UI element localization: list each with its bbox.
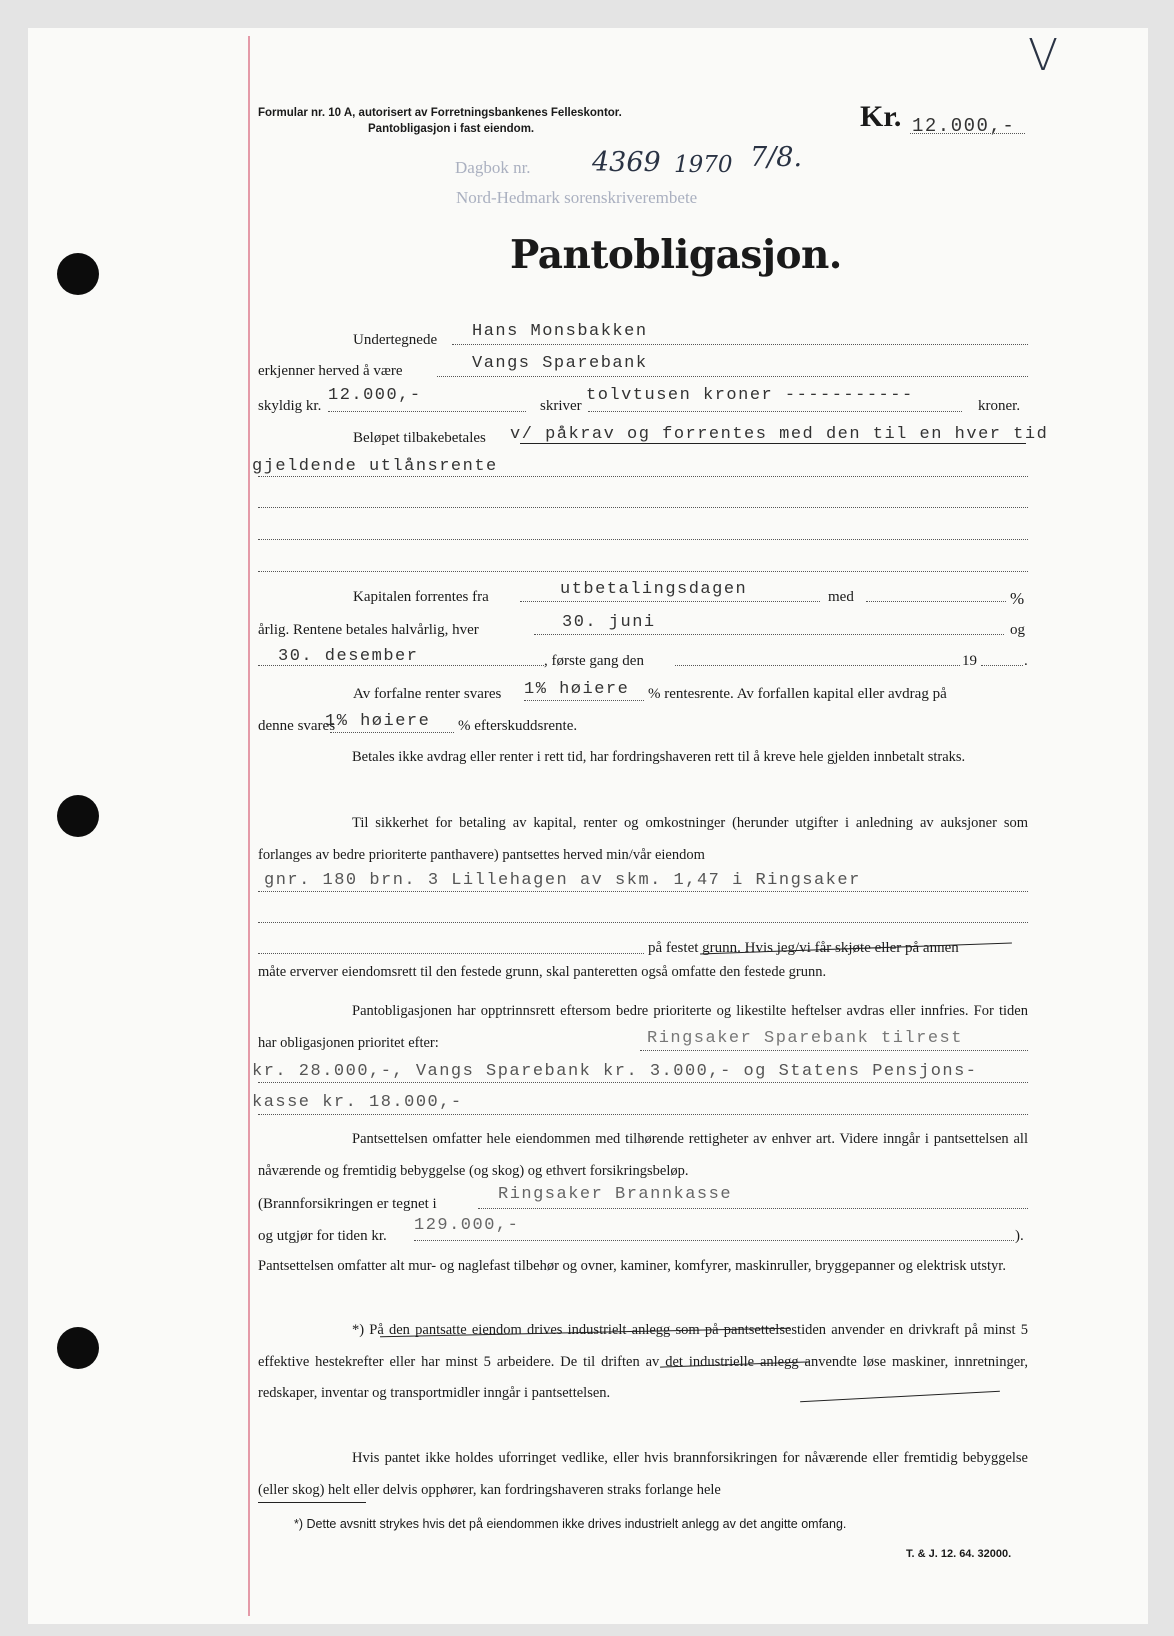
property-value: gnr. 180 brn. 3 Lillehagen av skm. 1,47 i Ringsaker	[264, 871, 861, 890]
forste-label: , første gang den	[544, 653, 644, 669]
printer-mark: T. & J. 12. 64. 32000.	[906, 1548, 1012, 1560]
erkjenner-dots	[437, 376, 1028, 377]
paragraph-sikkerhet	[258, 808, 1028, 871]
property-dots-2	[258, 922, 1028, 923]
arlig-dots	[534, 634, 1004, 635]
prioritet-value-3: kasse kr. 18.000,-	[252, 1093, 463, 1112]
second-date-value: 30. desember	[278, 647, 419, 666]
forfalne-value: 1% høiere	[524, 680, 630, 699]
belopet-dots-4	[258, 571, 1028, 572]
year-dots	[981, 665, 1023, 666]
brann-label: (Brannforsikringen er tegnet i	[258, 1196, 437, 1212]
utgjor-value: 129.000,-	[414, 1216, 520, 1235]
skyldig-label: skyldig kr.	[258, 398, 322, 414]
brann-value: Ringsaker Brannkasse	[498, 1185, 733, 1204]
prioritet-dots-2	[258, 1082, 1028, 1083]
forste-dots	[675, 665, 960, 666]
undertegnede-dots	[452, 344, 1028, 345]
property-dots-3	[258, 953, 644, 954]
kapitalen-value: utbetalingsdagen	[560, 580, 748, 599]
undertegnede-value: Hans Monsbakken	[472, 322, 648, 341]
paragraph-mur	[258, 1251, 1028, 1283]
belopet-value-line1: v/ påkrav og forrentes med den til en hver tid	[510, 425, 1049, 444]
kapitalen-dots	[520, 601, 820, 602]
form-subtitle: Pantobligasjon i fast eiendom.	[368, 123, 535, 135]
paragraph-omfatter	[258, 1124, 1028, 1187]
journal-number: 4369	[592, 147, 661, 178]
erkjenner-value: Vangs Sparebank	[472, 354, 648, 373]
paragraph-hvis	[258, 1443, 1028, 1506]
belopet-label: Beløpet tilbakebetales	[353, 430, 486, 446]
skyldig-dots	[328, 411, 526, 412]
journal-year: 1970	[674, 152, 733, 178]
forfalne-prefix: Av forfalne renter svares	[353, 686, 502, 702]
forfalne-dots	[524, 700, 644, 701]
paragraph-hvis-text: Hvis pantet ikke holdes uforringet vedlike, eller hvis brannforsikringen for nåværende eller fremtidig bebyggelse (eller skog) helt eller delvis opphører, kan fordringshaveren straks forlange hele	[258, 1450, 1028, 1498]
undertegnede-label: Undertegnede	[353, 332, 438, 348]
year-period: .	[1024, 653, 1028, 669]
kr-amount: 12.000,-	[912, 115, 1016, 137]
paragraph-omfatter-text: Pantsettelsen omfatter hele eiendommen med tilhørende rettigheter av enhver art. Videre inngår i pantsettelsen all nåværende og fremtidig bebyggelse (og skog) og ethvert forsikringsbeløp.	[258, 1131, 1028, 1179]
brann-dots	[478, 1208, 1028, 1209]
margin-rule	[248, 36, 250, 1616]
belopet-dots-3	[258, 539, 1028, 540]
paragraph-betales	[258, 742, 1028, 774]
belopet-value-line2: gjeldende utlånsrente	[252, 457, 498, 476]
utgjor-dots	[414, 1240, 1014, 1241]
paragraph-opptrinn-text: Pantobligasjonen har opptrinnsrett eftersom bedre prioriterte og likestilte heftelser avdras eller innfries. For tiden har obligasjonen prioritet efter:	[258, 1003, 1028, 1051]
skriver-label: skriver	[540, 398, 582, 414]
punch-hole-top	[57, 253, 99, 295]
skriver-dots	[588, 411, 962, 412]
year-prefix: 19	[962, 653, 977, 669]
kr-amount-dots	[910, 133, 1025, 134]
property-dots-1	[258, 891, 1028, 892]
erkjenner-label: erkjenner herved å være	[258, 363, 403, 379]
punch-hole-bottom	[57, 1327, 99, 1369]
forfalne-suffix: % rentesrente. Av forfallen kapital eller avdrag på	[648, 686, 947, 702]
percent-sign-1: %	[1010, 589, 1025, 608]
document-title: Pantobligasjon.	[510, 232, 842, 278]
footnote-rule	[258, 1502, 366, 1503]
utgjor-label: og utgjør for tiden kr.	[258, 1228, 387, 1244]
med-dots	[866, 601, 1006, 602]
punch-hole-middle	[57, 795, 99, 837]
skriver-value: tolvtusen kroner -----------	[586, 386, 914, 405]
prioritet-dots-3	[258, 1114, 1028, 1115]
paragraph-mate-text: måte erverver eiendomsrett til den festede grunn, skal panteretten også omfatte den festede grunn.	[258, 964, 827, 980]
kroner-label: kroner.	[978, 398, 1021, 414]
second-date-dots	[258, 665, 544, 666]
med-label: med	[828, 589, 854, 605]
prioritet-value-1: Ringsaker Sparebank tilrest	[647, 1029, 963, 1048]
footnote-text: *) Dette avsnitt strykes hvis det på eiendommen ikke drives industrielt anlegg av det angitte omfang.	[294, 1517, 847, 1531]
paragraph-sikkerhet-text: Til sikkerhet for betaling av kapital, renter og omkostninger (herunder utgifter i anledning av auksjoner som forlanges av bedre prioriterte panthavere) pantsettes herved min/vår eiendom	[258, 815, 1028, 863]
paragraph-mate	[258, 957, 1028, 989]
prioritet-value-2: kr. 28.000,-, Vangs Sparebank kr. 3.000,- og Statens Pensjons-	[252, 1062, 978, 1081]
stamp-dagbok-label: Dagbok nr.	[455, 158, 531, 177]
belopet-dots-2	[258, 507, 1028, 508]
stamp-court-name: Nord-Hedmark sorenskriverembete	[456, 188, 698, 207]
form-authorization-line: Formular nr. 10 A, autorisert av Forretningsbankenes Felleskontor.	[258, 107, 622, 119]
denne-dots	[330, 732, 454, 733]
arlig-label: årlig. Rentene betales halvårlig, hver	[258, 622, 479, 638]
arlig-value: 30. juni	[562, 613, 656, 632]
kapitalen-label: Kapitalen forrentes fra	[353, 589, 489, 605]
kr-label: Kr.	[860, 100, 902, 133]
check-mark: V	[1028, 30, 1059, 81]
journal-date-mark: 7/8.	[750, 142, 803, 173]
belopet-dots-1	[258, 476, 1028, 477]
paragraph-betales-text: Betales ikke avdrag eller renter i rett tid, har fordringshaveren rett til å kreve hele gjelden innbetalt straks.	[352, 749, 966, 765]
belopet-underline	[520, 443, 1026, 444]
denne-prefix: denne svares	[258, 718, 336, 734]
paragraph-industri-text: *) På den pantsatte eiendom drives industrielt anlegg som på pantsettelsestiden anvender en drivkraft på minst 5 effektive hestekrefter eller har minst 5 arbeidere. De til driften av det industrielle anlegg anvendte løse maskiner, innretninger, redskaper, inventar og transportmidler inngår i pantsettelsen.	[258, 1322, 1028, 1401]
utgjor-end: ).	[1015, 1228, 1024, 1244]
denne-value: 1% høiere	[325, 712, 431, 731]
pa-festet-text: på festet grunn. Hvis jeg/vi får skjøte eller på annen	[648, 940, 959, 956]
denne-suffix: % efterskuddsrente.	[458, 718, 578, 734]
skyldig-value: 12.000,-	[328, 386, 422, 405]
paragraph-mur-text: Pantsettelsen omfatter alt mur- og naglefast tilbehør og ovner, kaminer, komfyrer, maskinruller, bryggepanner og elektrisk utstyr.	[258, 1258, 1006, 1274]
og-label: og	[1010, 622, 1025, 638]
prioritet-dots-1	[640, 1050, 1028, 1051]
